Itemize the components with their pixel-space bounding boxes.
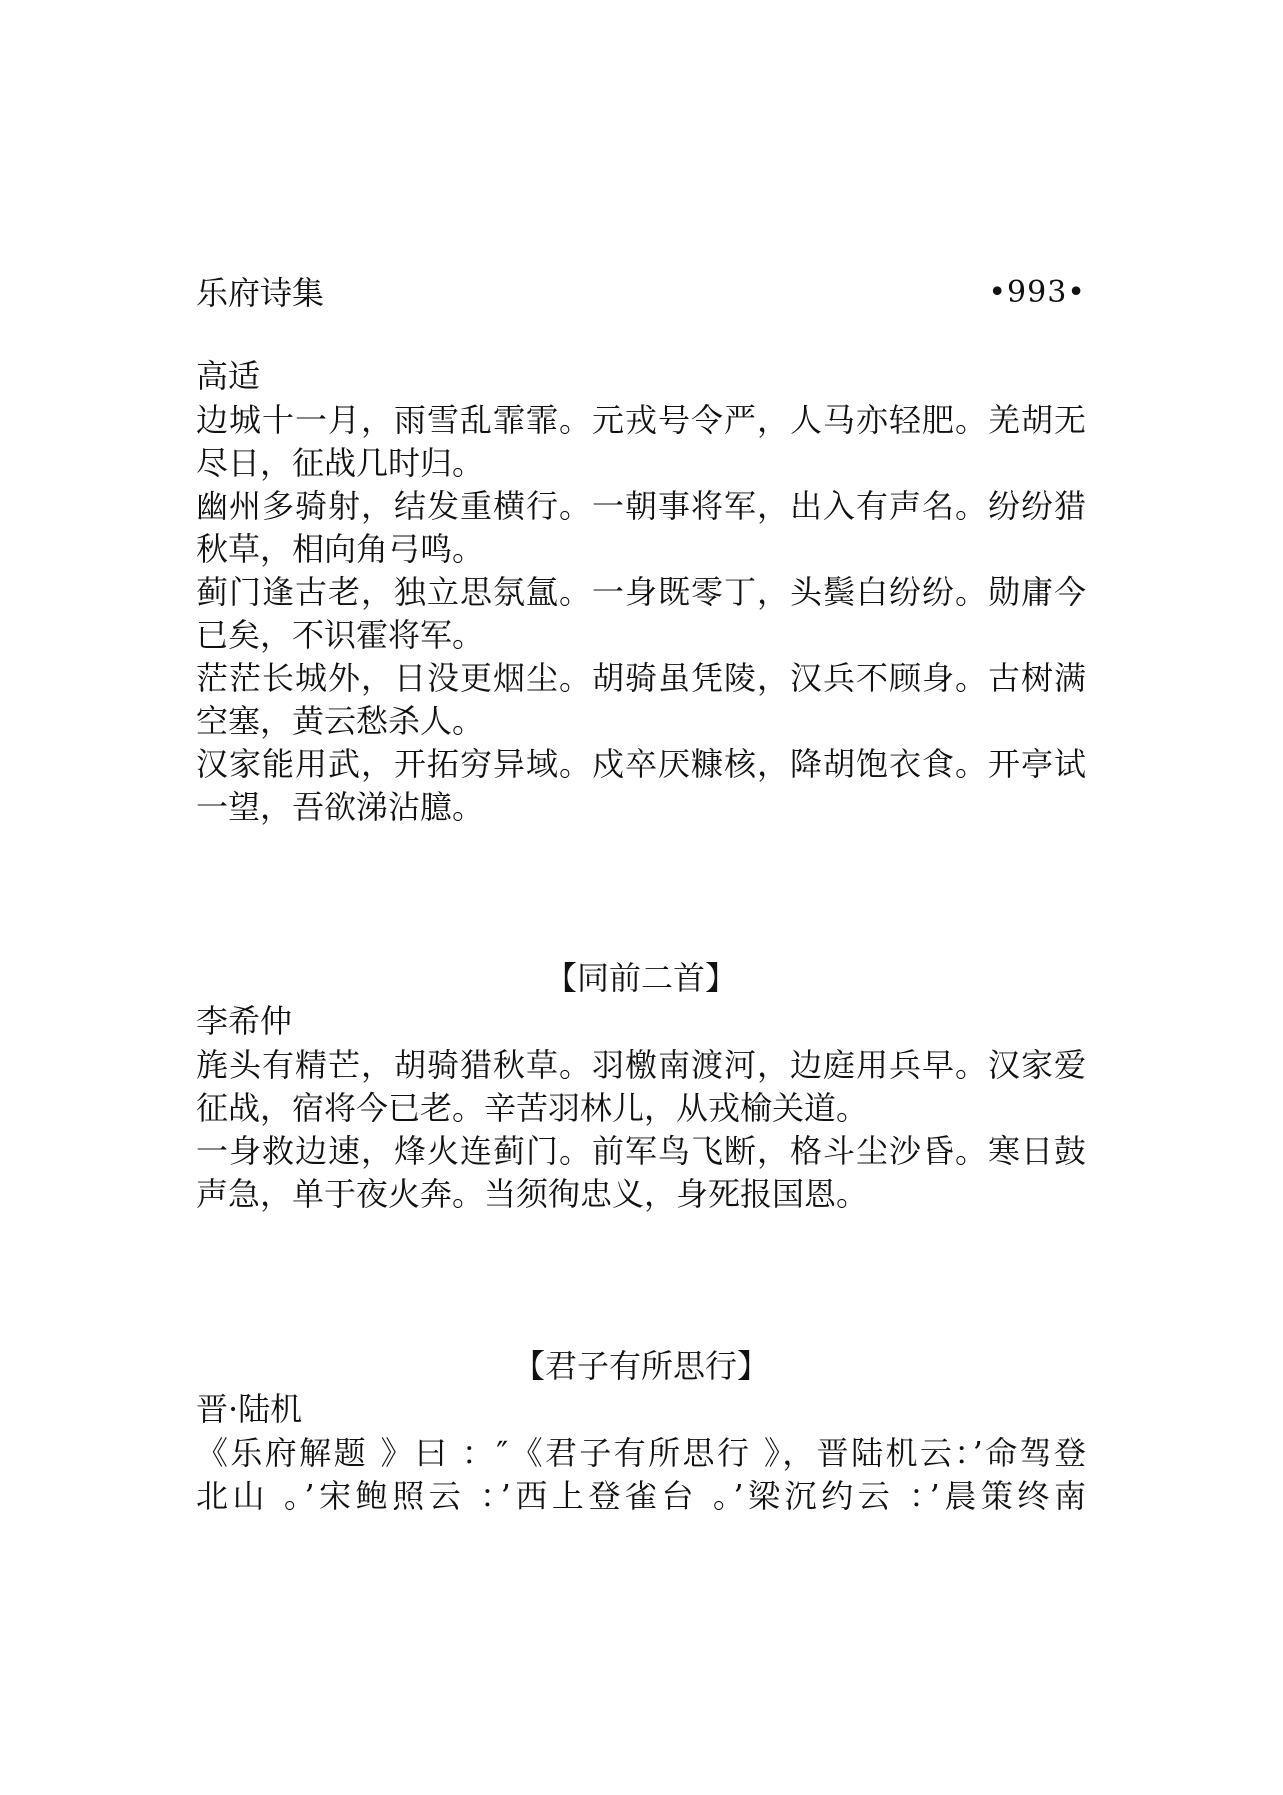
poem-author: 李希仲 xyxy=(196,1002,293,1040)
poem-line: 已矣，不识霍将军。 xyxy=(196,616,485,654)
book-title: 乐府诗集 xyxy=(196,274,325,312)
poem-line: 旄头有精芒，胡骑猎秋草。羽檄南渡河，边庭用兵早。汉家爱 xyxy=(196,1046,1086,1084)
poem-line: 一身救边速，烽火连蓟门。前军鸟飞断，格斗尘沙昏。寒日鼓 xyxy=(196,1132,1086,1170)
poem-line: 蓟门逢古老，独立思氛氲。一身既零丁，头鬓白纷纷。勋庸今 xyxy=(196,573,1086,611)
page-number: •993• xyxy=(988,275,1086,310)
poem-section xyxy=(196,355,1086,829)
poem-section xyxy=(196,956,1086,1216)
section-title: 【同前二首】 xyxy=(544,959,737,997)
poem-line: 一望，吾欲涕沾臆。 xyxy=(196,788,485,826)
poem-line: 空塞，黄云愁杀人。 xyxy=(196,702,485,740)
poem-line: 茫茫长城外，日没更烟尘。胡骑虽凭陵，汉兵不顾身。古树满 xyxy=(196,659,1086,697)
poem-line: 汉家能用武，开拓穷异域。戍卒厌糠核，降胡饱衣食。开亭试 xyxy=(196,745,1086,783)
preface-line: 《乐府解题 》曰 ：″《君子有所思行 》，晋陆机云：’命驾登 xyxy=(196,1434,1086,1472)
poem-section xyxy=(196,1344,1086,1518)
poem-line: 声急，单于夜火奔。当须徇忠义，身死报国恩。 xyxy=(196,1175,869,1213)
poem-line: 边城十一月，雨雪乱霏霏。元戎号令严，人马亦轻肥。羌胡无 xyxy=(196,401,1086,439)
poem-author: 高适 xyxy=(196,357,261,395)
poem-line: 尽日，征战几时归。 xyxy=(196,444,485,482)
poem-line: 幽州多骑射，结发重横行。一朝事将军，出入有声名。纷纷猎 xyxy=(196,487,1086,525)
section-title: 【君子有所思行】 xyxy=(512,1347,769,1385)
poem-line: 征战，宿将今已老。辛苦羽林儿，从戎榆关道。 xyxy=(196,1089,869,1127)
poem-author: 晋·陆机 xyxy=(196,1390,303,1428)
poem-line: 秋草，相向角弓鸣。 xyxy=(196,530,485,568)
preface-line: 北山 。’宋鲍照云 ：’西上登雀台 。’梁沉约云 ：’晨策终南 xyxy=(196,1477,1086,1515)
page-header xyxy=(196,268,1086,318)
